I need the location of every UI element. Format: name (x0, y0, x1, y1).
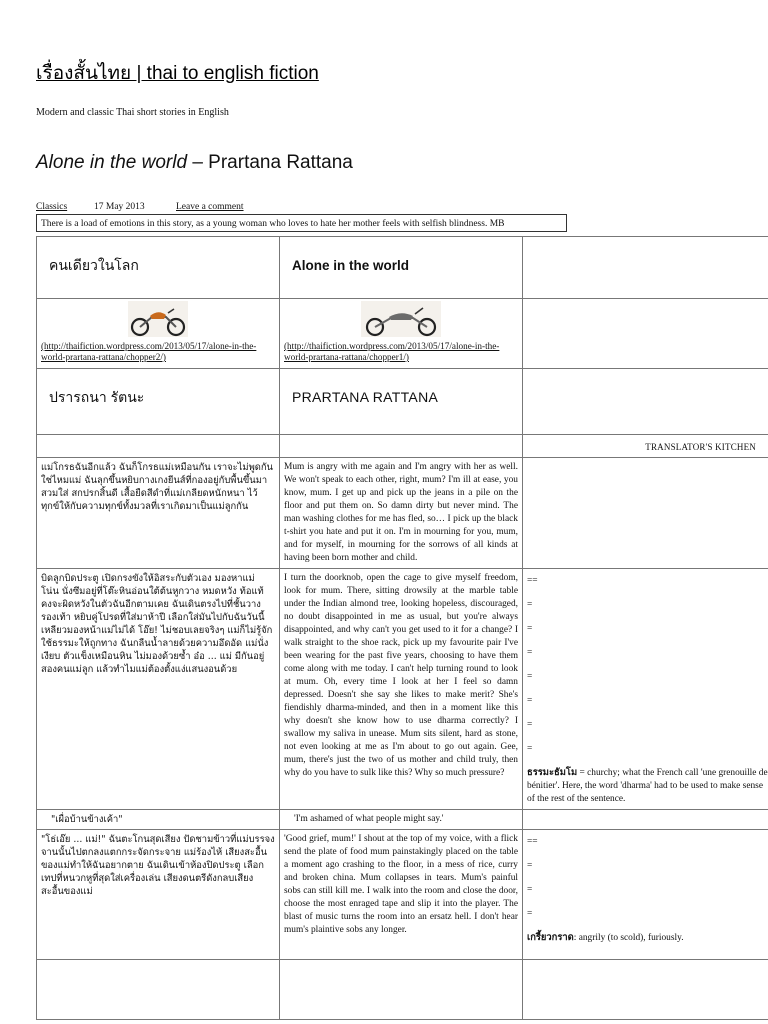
comment-link[interactable]: Leave a comment (176, 202, 244, 212)
note-marker: = (527, 600, 533, 610)
table-row (37, 830, 768, 960)
empty-cell (523, 299, 768, 369)
table-row (37, 458, 768, 569)
english-paragraph: I turn the doorknob, open the cage to give myself freedom, look for mum. There, sitting drowsily at the marble table under the Indian almond tree, looking hopeless, discouraged, no doubt disappointed in me as usual, but you're always disappointed, and why can't you get used to it for a change? I walk straight to the shoe rack, pick up my favourite pair I've been wearing for the past five years, choosing to have them come along with me today. I can't help turning round to look at mum. Oh, every time I look at her I feel so damn depressed. Doesn't she say she likes to make merit? She's fiendishly dharma-minded, and then in a moment like this why doesn't she know how to use dharma correctly? I swallow my saliva in unease. Mum sits silent, hard as stone, not even looking at me as I'm about to go out again. Gee, mum, there's just the two of us mother and child truly, then why do you have to sulk like this? Why so much pressure? (280, 569, 523, 810)
thai-paragraph: แม่โกรธฉันอีกแล้ว ฉันก็โกรธแม่เหมือนกัน เราจะไม่พูดกันใช่ไหมแม่ ฉันลุกขึ้นหยิบกางเกงยีนส์ที่กองอยู่กับพื้นขึ้นมาสวมใส่ สกปรกสิ้นดี เสื้อยืดสีดำที่แม่เกลียดหนักหนา ไว้ทุกข์ให้กับความทุกข์ทั้งมวลที่เราเกิดมาเป็นแม่ลูกกัน (37, 458, 280, 569)
empty-cell (523, 960, 768, 1020)
story-table (36, 236, 768, 1020)
note-marker: = (527, 885, 533, 895)
note-entry (527, 932, 768, 945)
note-marker: = (527, 624, 533, 634)
author-eng-cell: PRARTANA RATTANA (280, 369, 523, 435)
notes-cell (523, 458, 768, 569)
post-date[interactable]: 17 May 2013 (94, 202, 145, 212)
notes-cell (523, 830, 768, 960)
image-link[interactable]: (http://thaifiction.wordpress.com/2013/05/17/alone-in-the-world-prartana-rattana/chopper2/) (41, 341, 257, 362)
empty-cell (280, 960, 523, 1020)
category-link[interactable]: Classics (36, 202, 68, 212)
empty-cell (523, 237, 768, 299)
table-row (37, 960, 768, 1020)
motorcycle-image[interactable] (128, 301, 188, 337)
note-term: เกรี้ยวกราด (527, 933, 574, 943)
post-title-rest: – Prartana Rattana (187, 152, 353, 173)
table-row (37, 299, 768, 369)
notes-cell (523, 569, 768, 810)
empty-cell (523, 369, 768, 435)
intro-box: There is a load of emotions in this story, as a young woman who loves to hate her mother feels with selfish blindness. MB (36, 214, 567, 232)
note-entry (527, 767, 768, 806)
empty-cell (523, 810, 768, 830)
empty-cell (37, 435, 280, 458)
note-marker: = (527, 720, 533, 730)
site-title[interactable]: เรื่องสั้นไทย | thai to english fiction (36, 63, 319, 84)
table-row (37, 569, 768, 810)
note-marker: == (527, 576, 538, 586)
table-row (37, 810, 768, 830)
note-marker: = (527, 648, 533, 658)
note-marker: = (527, 744, 533, 754)
thai-paragraph: "โธ่เอ๊ย ... แม่!" ฉันตะโกนสุดเสียง ปัดชามข้าวที่แม่บรรจงจานนั้นไปตกลงแตกกระจัดกระจาย แม่ร้องไห้ เสียงสะอื้นของแม่ทำให้ฉันอยากตาย ฉันเดินเข้าห้องปิดประตู เลือกเทปที่หนวกหูที่สุดใส่เครื่องเล่น เสียงดนตรีดังกลบเสียงสะอื้นของแม่ (37, 830, 280, 960)
note-text: : angrily (to scold), furiously. (573, 933, 684, 943)
table-row (37, 369, 768, 435)
site-tagline: Modern and classic Thai short stories in English (36, 107, 229, 118)
english-quote: 'I'm ashamed of what people might say.' (280, 810, 523, 830)
title-eng-cell: Alone in the world (280, 237, 523, 299)
post-title (36, 152, 353, 174)
post-title-italic: Alone in the world (36, 152, 188, 173)
note-term: ธรรมะธัมโม (527, 768, 578, 778)
table-row (37, 435, 768, 458)
note-marker: = (527, 696, 533, 706)
thai-quote: "เผื่อบ้านข้างเค้า" (37, 810, 280, 830)
english-paragraph: 'Good grief, mum!' I shout at the top of my voice, with a flick send the plate of food mum painstakingly placed on the table a moment ago crashing to the floor, in a mess of rice, curry and broken china. Mum collapses in tears. Mum's painful sobs can still kill me. I walk into the room and close the door, choose the most enraged tape and slip it into the player. The blast of music turns the room into an ersatz hell. I don't hear mum's plaintive sobs any longer. (280, 830, 523, 960)
table-row (37, 237, 768, 299)
note-marker: = (527, 672, 533, 682)
english-paragraph: Mum is angry with me again and I'm angry with her as well. We won't speak to each other, right, mum? I'm ill at ease, you know, mum. I get up and pick up the jeans in a pile on the floor and put them on. So damn dirty but never mind. The man washing clothes for me has fled, so… I pick up the black t-shirt you hate and put it on. I'm in mourning for you, mum, and for myself, in mourning for the sorrows of all kinds at having been born mother and child. (280, 458, 523, 569)
image-cell (37, 299, 280, 369)
empty-cell (280, 435, 523, 458)
note-text: = churchy; what the French call 'une grenouille de bénitier'. Here, the word 'dharma' had to be used to make sense of the rest of the sentence. (527, 768, 768, 804)
image-link[interactable]: (http://thaifiction.wordpress.com/2013/05/17/alone-in-the-world-prartana-rattana/chopper1/) (284, 341, 500, 362)
note-marker: = (527, 909, 533, 919)
thai-paragraph: บิดลูกบิดประตู เปิดกรงขังให้อิสระกับตัวเอง มองหาแม่ โน่น นั่งซึมอยู่ที่โต๊ะหินอ่อนใต้ต้นหูกวาง หมดหวัง ท้อแท้ คงจะผิดหวังในตัวฉันอีกตามเคย ฉันเดินตรงไปที่ชั้นวางรองเท้า หยิบคู่โปรดที่ใส่มาห้าปี เลือกใส่มันไปกับฉันวันนี้ เหลียวมองหน้าแม่ไม่ได้ โอ๊ย! ไม่ชอบเลยจริงๆ แม่ก็ไม่รู้จักใช้ธรรมะให้ถูกทาง ฉันกลืนน้ำลายด้วยความอึดอัด แม่นั่งเงียบ ตัวแข็งเหมือนหิน ไม่มองด้วยซ้ำ อ๋อ ... แม่ มีกันอยู่สองคนแม่ลูก แล้วทำไมแม่ต้องตั้งแง่แสนงอนด้วย (37, 569, 280, 810)
motorcycle-image[interactable] (361, 301, 441, 337)
translators-kitchen-heading: TRANSLATOR'S KITCHEN (523, 435, 768, 458)
empty-cell (37, 960, 280, 1020)
note-marker: = (527, 861, 533, 871)
note-marker: == (527, 837, 538, 847)
author-thai-cell: ปรารถนา รัตนะ (37, 369, 280, 435)
image-cell (280, 299, 523, 369)
title-thai-cell: คนเดียวในโลก (37, 237, 280, 299)
